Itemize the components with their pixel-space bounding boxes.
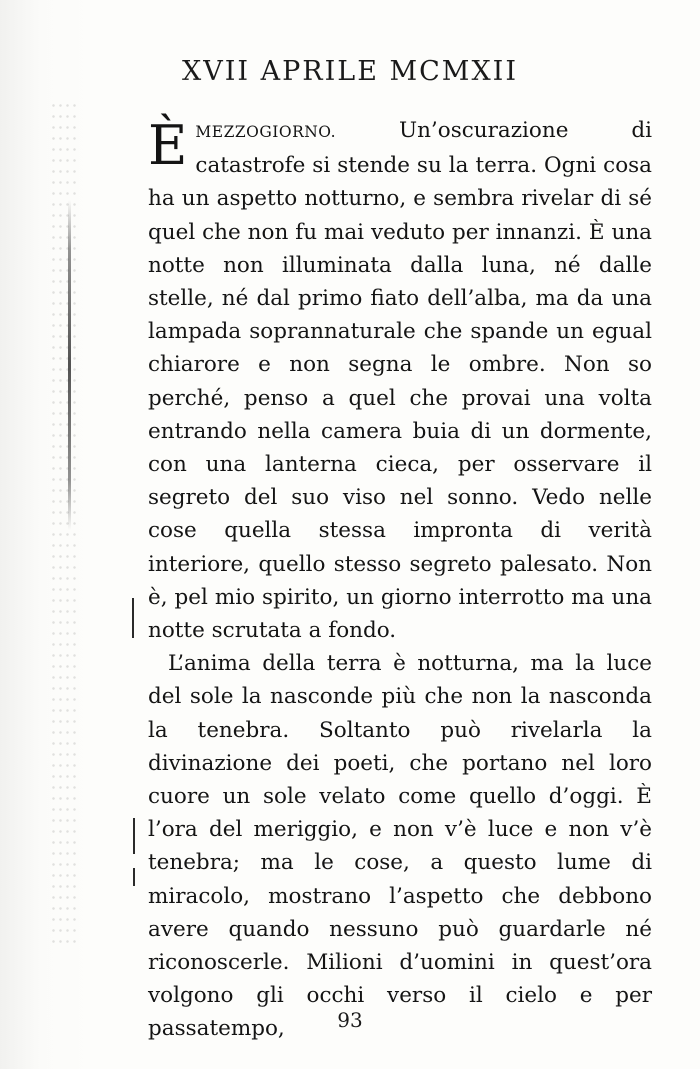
paragraph-1 [148,114,652,647]
drop-cap: È [148,114,188,177]
body-text [148,114,652,1046]
page-number: 93 [337,1008,363,1032]
margin-mark [133,868,135,886]
scan-gutter-line [68,200,71,530]
margin-mark [132,598,134,638]
margin-mark [133,818,135,854]
running-head: XVII APRILE MCMXII [181,56,519,87]
scan-gutter-specks [50,100,80,950]
paragraph-1-text: Un’oscurazione di catastrofe si stende su la terra. Ogni cosa ha un aspetto notturno, e sembra rivelar di sé quel che non fu mai veduto per innanzi. È una notte non illuminata dalla luna, né dalle stelle, né dal primo fiato dell’alba, ma da una lampada soprannaturale che spande un egual chiarore e non segna le ombre. Non so perché, penso a quel che provai una volta entrando nella camera buia di un dormente, con una lanterna cieca, per osservare il segreto del suo viso nel sonno. Vedo nelle cose quella stessa impronta di verità interiore, quello stesso segreto palesato. Non è, pel mio spirito, un giorno interrotto ma una notte scrutata a fondo. [148,118,652,644]
paragraph-2: L’anima della terra è notturna, ma la luce del sole la nasconde più che non la nasconda la tenebra. Soltanto può rivelarla la divinazione dei poeti, che portano nel loro cuore un sole velato come quello d’oggi. È l’ora del meriggio, e non v’è luce e non v’è tenebra; ma le cose, a questo lume di miracolo, mostrano l’aspetto che debbono avere quando nessuno può guardarle né riconoscerle. Milioni d’uomini in quest’ora volgono gli occhi verso il cielo e per passatempo, [148,651,652,1042]
lead-smallcaps: MEZZOGIORNO. [195,123,337,141]
